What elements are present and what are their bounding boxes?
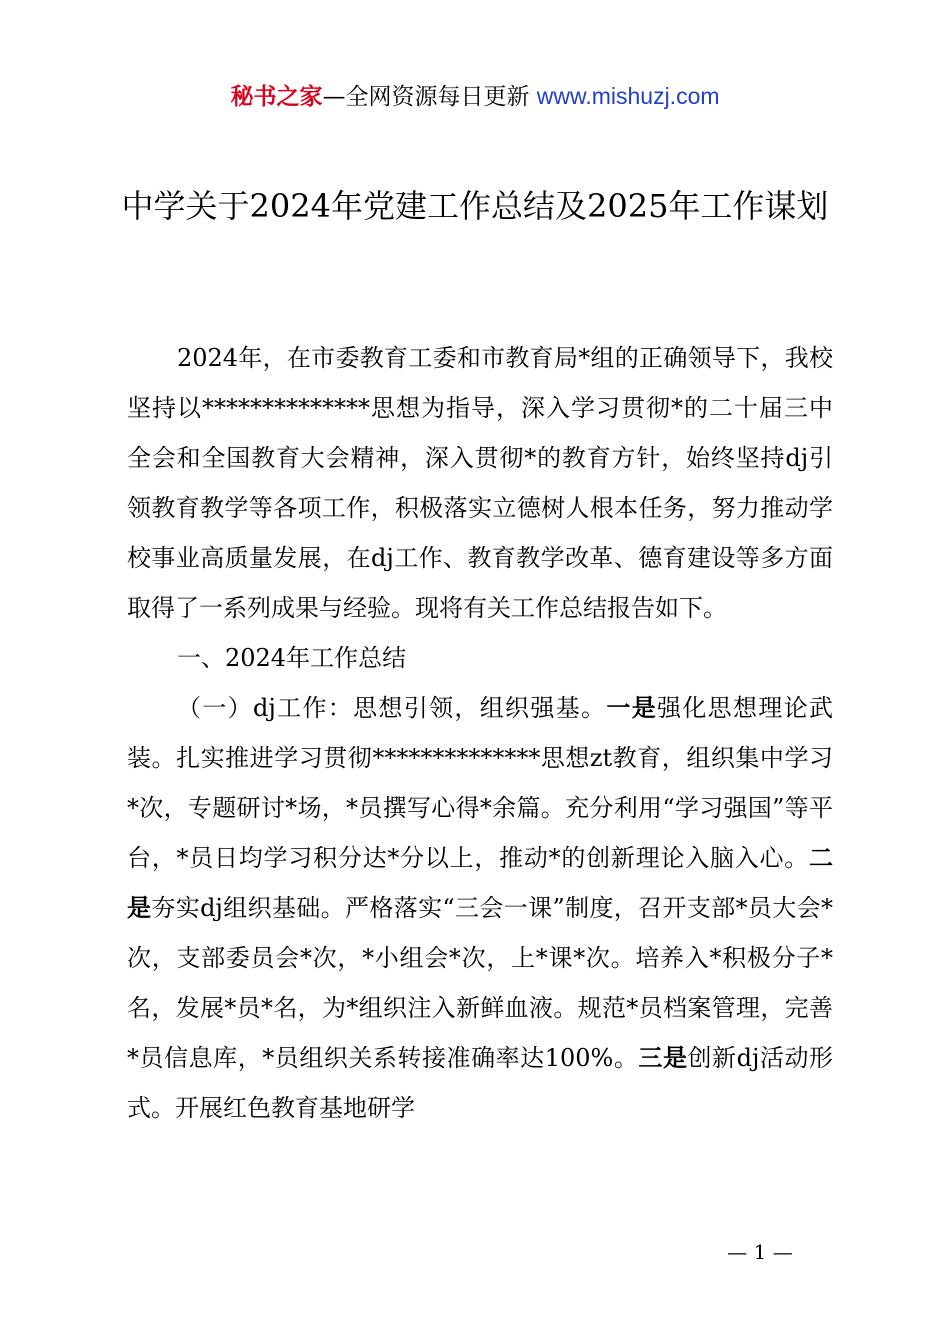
document-body: [127, 333, 833, 1133]
intro-paragraph: 2024年，在市委教育工委和市教育局*组的正确领导下，我校坚持以**************思想为指导，深入学习贯彻*的二十届三中全会和全国教育大会精神，深入贯彻*的教育方针，始终坚持dj引领教育教学等各项工作，积极落实立德树人根本任务，努力推动学校事业高质量发展，在dj工作、教育教学改革、德育建设等多方面取得了一系列成果与经验。现将有关工作总结报告如下。: [127, 344, 833, 622]
subsection-paragraph: [127, 683, 833, 1133]
point-two-label: 二是: [127, 843, 833, 922]
point-one-text: 强化思想理论武装。扎实推进学习贯彻**************思想zt教育，组织集中学习*次，专题研讨*场，*员撰写心得*余篇。充分利用“学习强国”等平台，*员日均学习积分达*分以上，推动*的创新理论入脑入心。: [127, 694, 833, 872]
point-two-text: 夯实dj组织基础。严格落实“三会一课”制度，召开支部*员大会*次，支部委员会*次，*小组会*次，上*课*次。培养入*积极分子*名，发展*员*名，为*组织注入新鲜血液。规范*员档案管理，完善*员信息库，*员组织关系转接准确率达100%。: [127, 894, 834, 1072]
point-three-text: 创新dj活动形式。开展红色教育基地研学: [127, 1044, 834, 1122]
site-header: [0, 80, 950, 113]
section-heading: 一、2024年工作总结: [177, 644, 407, 672]
document-title: 中学关于2024年党建工作总结及2025年工作谋划: [121, 187, 829, 225]
header-tagline: —全网资源每日更新: [322, 84, 537, 110]
site-url-link[interactable]: www.mishuzj.com: [536, 83, 720, 109]
page-number: — 1 —: [727, 1240, 793, 1264]
point-one-label: 一是: [606, 693, 658, 722]
brand-name: 秘书之家: [230, 84, 323, 110]
subsection-lead: （一）dj工作：思想引领，组织强基。: [177, 694, 607, 722]
point-three-label: 三是: [638, 1043, 688, 1072]
